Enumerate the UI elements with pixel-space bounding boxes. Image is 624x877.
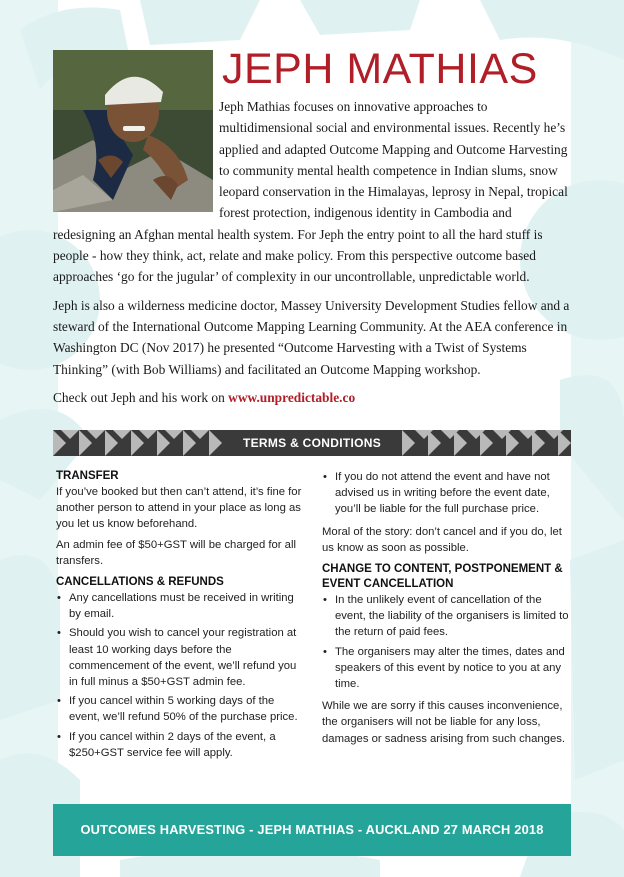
transfer-text: If you’ve booked but then can’t attend, it’s fine for another person to attend in your place as long as you let us know beforehand. [56, 486, 302, 531]
moral-text: Moral of the story: don’t cancel and if you do, let us know as soon as possible. [322, 525, 562, 554]
terms-right-column [322, 469, 572, 751]
change-heading: CHANGE TO CONTENT, POSTPONEMENT & EVENT CANCELLATION [322, 563, 563, 591]
bio-paragraph-1: Jeph Mathias focuses on innovative approaches to multidimensional social and environmental issues. Recently he’s applied and adapted Outcome Mapping and Outcome Harvesting to community mental health competence in Indian slums, snow leopard conservation in the Himalayas, leprosy in Nepal, tropical forest protection, indigenous identity in Cambodia and redesigning an Afghan mental health system. For Jeph the entry point to all the hard stuff is people - how they think, act, relate and make policy. From this perspective outcome based approaches ‘go for the jugular’ of complexity in our uncontrollable, unpredictable world. [53, 99, 568, 285]
no-show-list [322, 469, 572, 518]
list-item: • Any cancellations must be received in writing by email. [56, 590, 306, 622]
bio-link-prefix: Check out Jeph and his work on [53, 389, 229, 405]
closing-text: While we are sorry if this causes inconvenience, the organisers will not be liable for any loss, damages or sadness arising from such changes. [322, 700, 566, 745]
transfer-heading: TRANSFER [56, 470, 119, 482]
list-item: • In the unlikely event of cancellation of the event, the liability of the organisers is limited to the return of paid fees. [322, 592, 572, 641]
cancellations-heading: CANCELLATIONS & REFUNDS [56, 576, 224, 589]
list-item: • The organisers may alter the times, dates and speakers of this event by notice to you at any time. [322, 644, 572, 693]
list-item: • Should you wish to cancel your registration at least 10 working days before the commencement of the event, we’ll refund you in full minus a $50+GST admin fee. [56, 625, 306, 690]
terms-left-column [56, 469, 306, 767]
bio-paragraph-3 [53, 387, 571, 408]
list-item: • If you cancel within 2 days of the event, a $250+GST service fee will apply. [56, 729, 306, 761]
change-list [322, 592, 572, 692]
terms-title: TERMS & CONDITIONS [242, 436, 382, 450]
bio-paragraph-2: Jeph is also a wilderness medicine doctor, Massey University Development Studies fellow and a steward of the International Outcome Mapping Learning Community. At the AEA conference in Washington DC (Nov 2017) he presented “Outcome Harvesting with a Twist of Systems Thinking” (with Bob Williams) and facilitated an Outcome Mapping workshop. [53, 297, 570, 377]
footer-banner [53, 804, 571, 856]
transfer-fee-text: An admin fee of $50+GST will be charged for all transfers. [56, 538, 296, 567]
photo-wrap-spacer [53, 96, 219, 216]
terms-header-bar [53, 430, 571, 456]
list-item: • If you cancel within 5 working days of the event, we’ll refund 50% of the purchase price. [56, 693, 306, 725]
cancellations-list [56, 590, 306, 761]
speaker-name: JEPH MATHIAS [222, 45, 538, 93]
list-item: • If you do not attend the event and have not advised us in writing before the event date, you’ll be liable for the full purchase price. [322, 469, 572, 518]
website-link[interactable]: www.unpredictable.co [228, 389, 356, 405]
footer-text: OUTCOMES HARVESTING - JEPH MATHIAS - AUCKLAND 27 MARCH 2018 [80, 822, 544, 837]
bio-text [53, 96, 571, 415]
